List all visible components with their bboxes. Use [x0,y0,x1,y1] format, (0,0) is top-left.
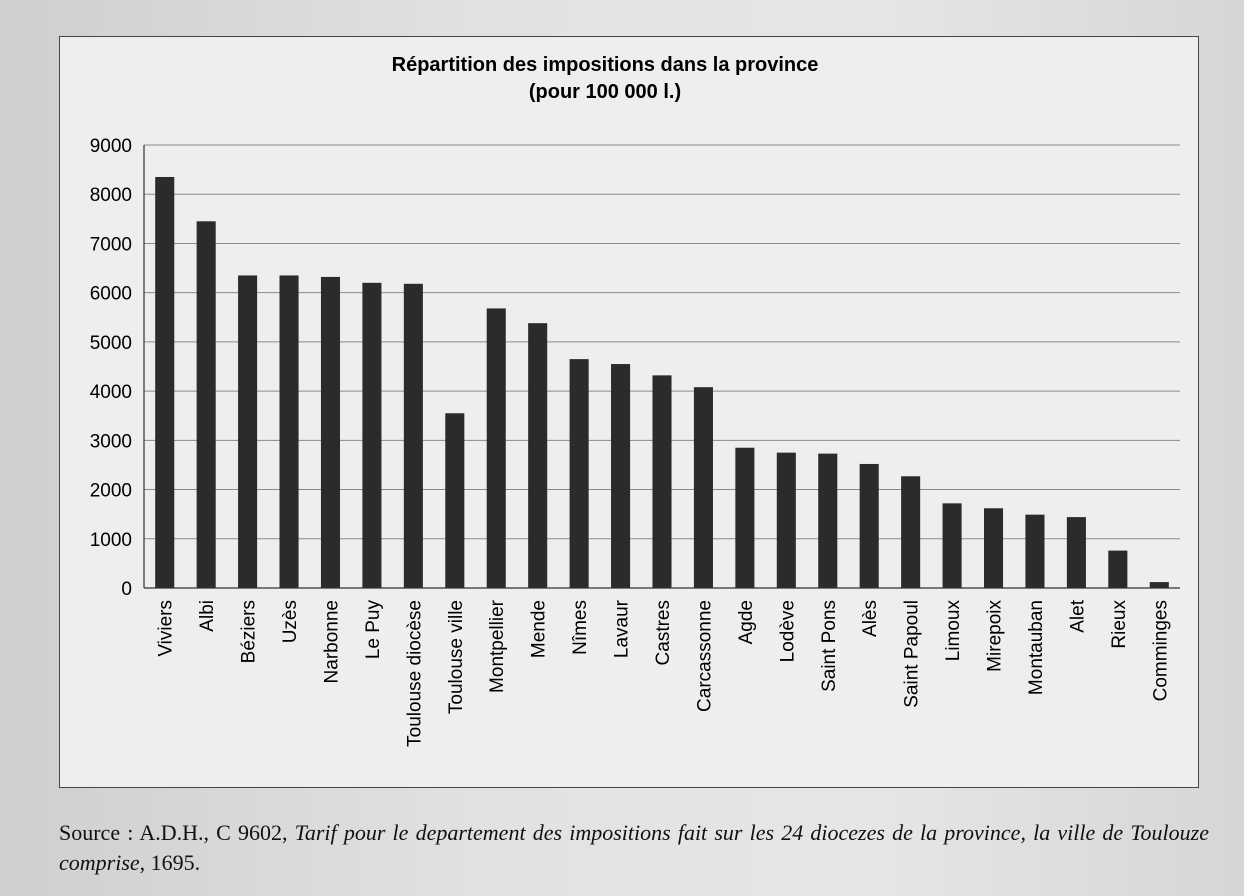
bar [1150,582,1169,588]
chart-frame [59,36,1199,788]
x-tick-label: Carcassonne [694,600,716,712]
caption-source-date: , 1695. [139,850,201,875]
bar [321,277,340,588]
bar [860,464,879,588]
bar [280,275,299,588]
bar [487,308,506,588]
chart-subtitle: (pour 100 000 l.) [528,81,682,103]
x-tick-label: Albi [197,600,219,632]
bar [777,453,796,588]
x-tick-label: Alès [860,600,882,637]
y-tick-label: 2000 [89,480,132,502]
bar [1025,515,1044,588]
bar [362,283,381,588]
x-tick-label: Toulouse ville [445,600,467,715]
y-tick-label: 1000 [89,529,132,551]
bar [1108,551,1127,588]
x-tick-label: Montpellier [487,600,509,693]
x-tick-label: Castres [653,600,674,666]
x-tick-label: Le Puy [362,600,384,660]
bar-chart [60,37,1200,789]
x-tick-label: Viviers [155,600,177,657]
x-tick-label: Limoux [943,600,965,662]
bar [570,359,589,588]
y-tick-label: 7000 [89,234,132,256]
x-tick-label: Alet [1067,600,1089,633]
x-tick-label: Narbonne [321,600,343,684]
x-tick-label: Lavaur [611,600,633,659]
bar [611,364,630,588]
caption-source-title: Tarif pour le departement des impositions fait sur les 24 diocezes de la province, la ville de Toulouze comprise [59,820,1209,875]
y-tick-label: 9000 [89,136,132,157]
x-tick-label: Lodève [777,600,799,663]
y-tick-label: 5000 [89,332,132,354]
x-axis-tick-labels [156,599,1172,747]
x-tick-label: Mirepoix [984,600,1006,672]
bar [984,508,1003,588]
bar [694,387,713,588]
bars [155,177,1169,588]
y-tick-label: 4000 [89,382,132,404]
x-tick-label: Comminges [1150,600,1172,702]
x-tick-label: Mende [528,600,550,659]
bar [652,375,671,588]
chart-title: Répartition des impositions dans la province [391,54,819,76]
figure-caption [59,818,1209,878]
y-tick-label: 8000 [89,185,132,207]
x-tick-label: Nîmes [570,600,592,655]
x-tick-label: Saint Papoul [901,600,923,708]
x-tick-label: Béziers [238,600,260,664]
y-tick-label: 6000 [89,283,132,305]
y-axis-tick-labels [90,136,132,600]
bar [818,454,837,588]
x-tick-label: Saint Pons [818,600,840,692]
bar [404,284,423,588]
bar [445,413,464,588]
bar [238,275,257,588]
bar [901,476,920,588]
x-tick-label: Toulouse diocèse [404,600,426,747]
bar [528,323,547,588]
x-tick-label: Montauban [1025,600,1047,696]
bar [155,177,174,588]
caption-source-label: Source : A.D.H., C 9602, [59,820,295,845]
bar [735,448,754,588]
x-tick-label: Agde [735,600,757,645]
bar [197,221,216,588]
y-tick-label: 3000 [89,431,132,453]
x-tick-label: Uzès [280,600,302,644]
x-tick-label: Rieux [1108,600,1130,649]
y-tick-label: 0 [121,579,132,600]
bar [943,503,962,588]
bar [1067,517,1086,588]
